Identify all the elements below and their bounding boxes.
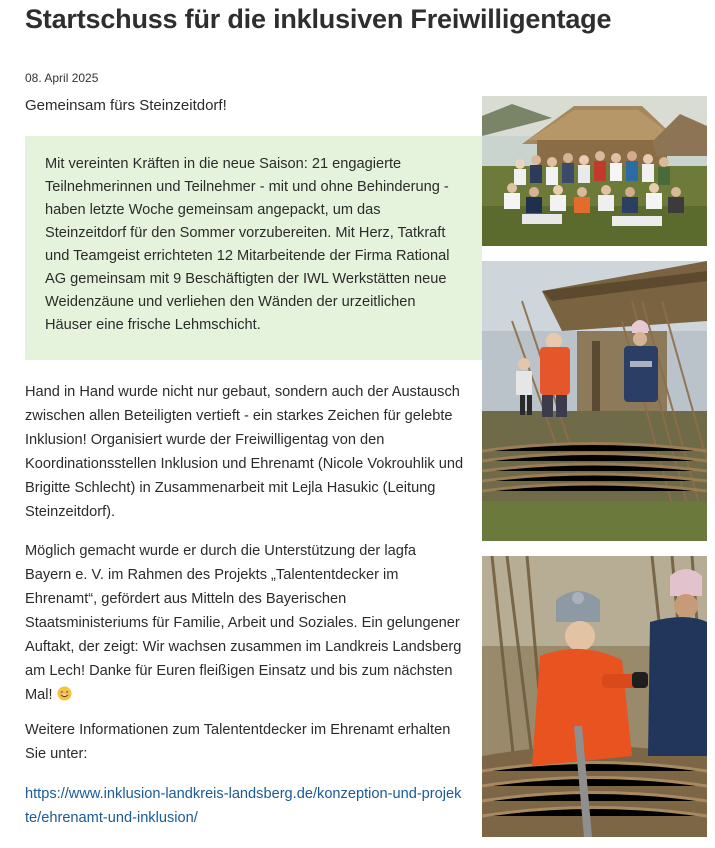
publish-date: 08. April 2025 bbox=[25, 71, 99, 85]
paragraph-2 bbox=[25, 539, 465, 707]
group-photo bbox=[482, 96, 707, 246]
paragraph-3: Weitere Informationen zum Talententdecker im Ehrenamt erhalten Sie unter: bbox=[25, 722, 451, 762]
highlight-box bbox=[25, 136, 482, 360]
info-link[interactable]: https://www.inklusion-landkreis-landsberg.de/konzeption-und-projekte/ehrenamt-und-inklusion/ bbox=[25, 786, 462, 826]
fence-building-photo bbox=[482, 261, 707, 541]
page-title: Startschuss für die inklusiven Freiwilligentage bbox=[25, 4, 612, 34]
smiling-face-icon bbox=[57, 686, 72, 701]
article-subtitle: Gemeinsam fürs Steinzeitdorf! bbox=[25, 97, 227, 114]
paragraph-1: Hand in Hand wurde nicht nur gebaut, sondern auch der Austausch zwischen allen Beteiligten vertieft - ein starkes Zeichen für gelebte Inklusion! Organisiert wurde der Freiwilligentag von den Koordinationsstellen Inklusion und Ehrenamt (Nicole Vokrouhlik und Brigitte Schlecht) in Zusammenarbeit mit Lejla Hasukic (Leitung Steinzeitdorf). bbox=[25, 384, 464, 520]
paragraph-2-text: Möglich gemacht wurde er durch die Unterstützung der lagfa Bayern e. V. im Rahmen des Projekts „Talententdecker im Ehrenamt“, gefördert aus Mitteln des Bayerischen Staatsministeriums für Familie, Arbeit und Soziales. Ein gelungener Auftakt, der zeigt: Wir wachsen zusammen im Landkreis Landsberg am Lech! Danke für Euren fleißigen Einsatz und bis zum nächsten Mal! bbox=[25, 543, 462, 703]
highlight-text: Mit vereinten Kräften in die neue Saison: 21 engagierte Teilnehmerinnen und Teilnehmer - mit und ohne Behinderung - haben letzte Woche gemeinsam angepackt, um das Steinzeitdorf für den Sommer vorzubereiten. Mit Herz, Tatkraft und Teamgeist errichteten 12 Mitarbeitende der Firma Rational AG gemeinsam mit 9 Beschäftigten der IWL Werkstätten neue Weidenzäune und verliehen den Wänden der urzeitlichen Häuser eine frische Lehmschicht. bbox=[45, 156, 450, 333]
weaving-closeup-photo bbox=[482, 556, 707, 837]
